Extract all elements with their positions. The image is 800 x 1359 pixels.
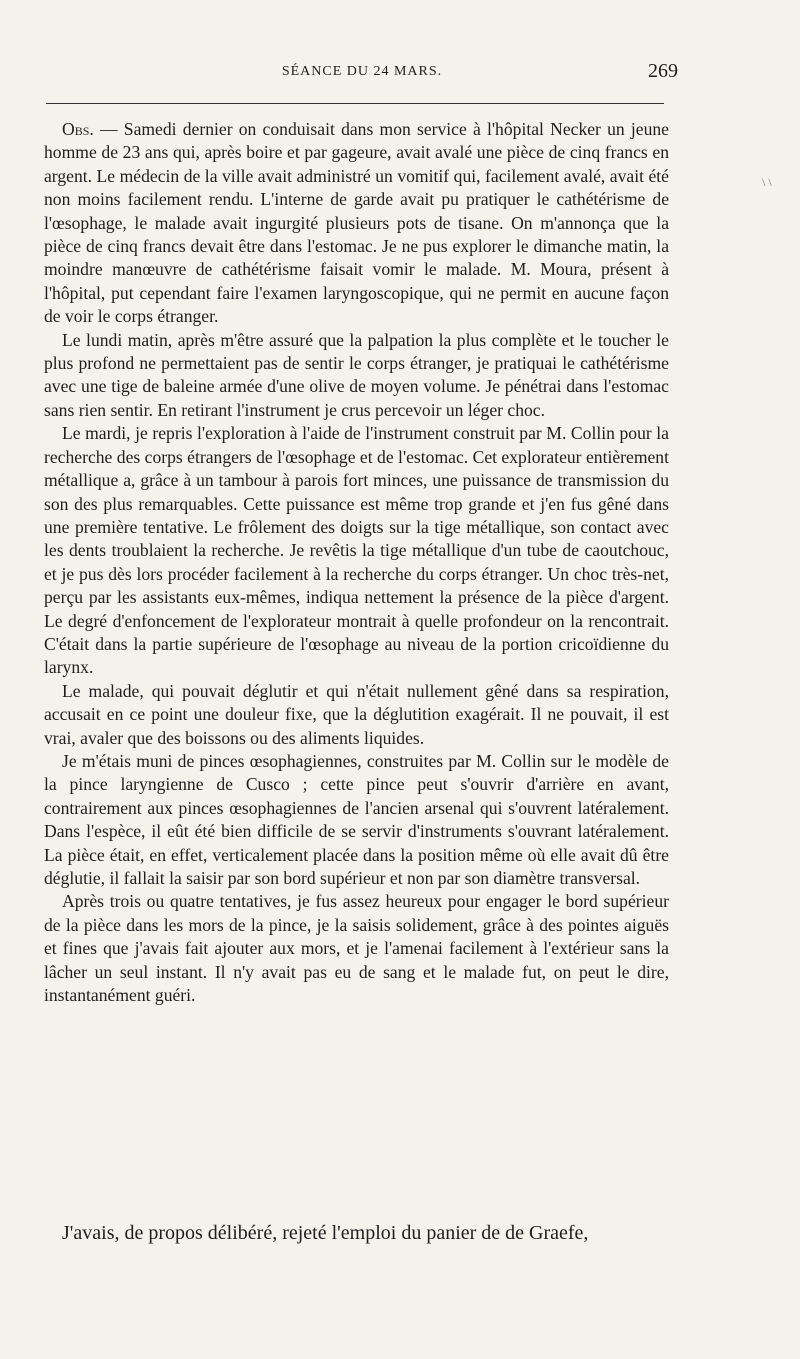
paragraph-text: — Samedi dernier on conduisait dans mon service à l'hôpital Necker un jeune homme de 23 ans qui, après boire et par gageure, avait avalé une pièce de cinq francs en argent. Le médecin de la ville avait administré un vomitif qui, facilement avalé, avait été non moins facilement rendu. L'interne de garde avait pu pratiquer le cathétérisme de l'œsophage, le malade avait ingurgité plusieurs pots de tisane. On m'annonça que la pièce de cinq francs devait être dans l'estomac. Je ne pus explorer le dimanche matin, la moindre manœuvre de cathétérisme faisait vomir le malade. M. Moura, présent à l'hôpital, put cependant faire l'examen laryngoscopique, qui ne permit en aucune façon de voir le corps étranger. [44, 119, 669, 327]
paragraph: Le lundi matin, après m'être assuré que la palpation la plus complète et le toucher le plus profond ne permettaient pas de sentir le corps étranger, je pratiquai le cathétérisme avec une tige de baleine armée d'une olive de moyen volume. Je pénétrai dans l'estomac sans rien sentir. En retirant l'instrument je crus percevoir un léger choc. [44, 329, 669, 420]
margin-marks: \ \ [762, 175, 772, 189]
paragraph: Le mardi, je repris l'exploration à l'aide de l'instrument construit par M. Collin pour la recherche des corps étrangers de l'œsophage et de l'estomac. Cet explorateur entièrement métallique a, grâce à un tambour à parois fort minces, une puissance de transmission du son des plus remarquables. Cette puissance est même trop grande et j'en fus gêné dans une première tentative. Le frôlement des doigts sur la tige métallique, son contact avec les dents troublaient la recherche. Je revêtis la tige métallique d'un tube de caoutchouc, et je pus dès lors procéder facilement à la recherche du corps étranger. Un choc très-net, perçu par les assistants eux-mêmes, indiqua nettement la présence de la pièce d'argent. Le degré d'enfoncement de l'explorateur montrait à quelle profondeur on la rencontrait. C'était dans la partie supérieure de l'œsophage au niveau de la portion cricoïdienne du larynx. [44, 423, 669, 678]
running-head [44, 58, 680, 88]
running-title: SÉANCE DU 24 MARS. [281, 64, 443, 79]
body-text [44, 118, 669, 1007]
paragraph-observation [44, 118, 669, 329]
paragraph: Le malade, qui pouvait déglutir et qui n'était nullement gêné dans sa respiration, accusait en ce point une douleur fixe, que la déglutition exagérait. Il ne pouvait, il est vrai, avaler que des boissons ou des aliments liquides. [44, 680, 669, 748]
page-number: 269 [648, 60, 678, 82]
paragraph: Je m'étais muni de pinces œsophagiennes, construites par M. Collin sur le modèle de la pince laryngienne de Cusco ; cette pince peut s'ouvrir d'arrière en avant, contrairement aux pinces œsophagiennes de l'ancien arsenal qui s'ouvrent latéralement. Dans l'espèce, il eût été bien difficile de se servir d'instruments s'ouvrant latéralement. La pièce était, en effet, verticalement placée dans la position même où elle avait dû être déglutie, il fallait la saisir par son bord supérieur et non par son diamètre transversal. [44, 750, 669, 888]
obs-label: Obs. [62, 119, 94, 139]
paragraph: Après trois ou quatre tentatives, je fus assez heureux pour engager le bord supérieur de la pièce dans les mors de la pince, je la saisis solidement, grâce à des pointes aiguës et fines que j'avais fait ajouter aux mors, et je l'amenai facilement à l'extérieur sans la lâcher un seul instant. Il n'y avait pas eu de sang et le malade fut, on peut le dire, instantanément guéri. [44, 891, 669, 1006]
final-line: J'avais, de propos délibéré, rejeté l'emploi du panier de de Graefe, [62, 1222, 589, 1244]
header-rule [46, 103, 664, 104]
